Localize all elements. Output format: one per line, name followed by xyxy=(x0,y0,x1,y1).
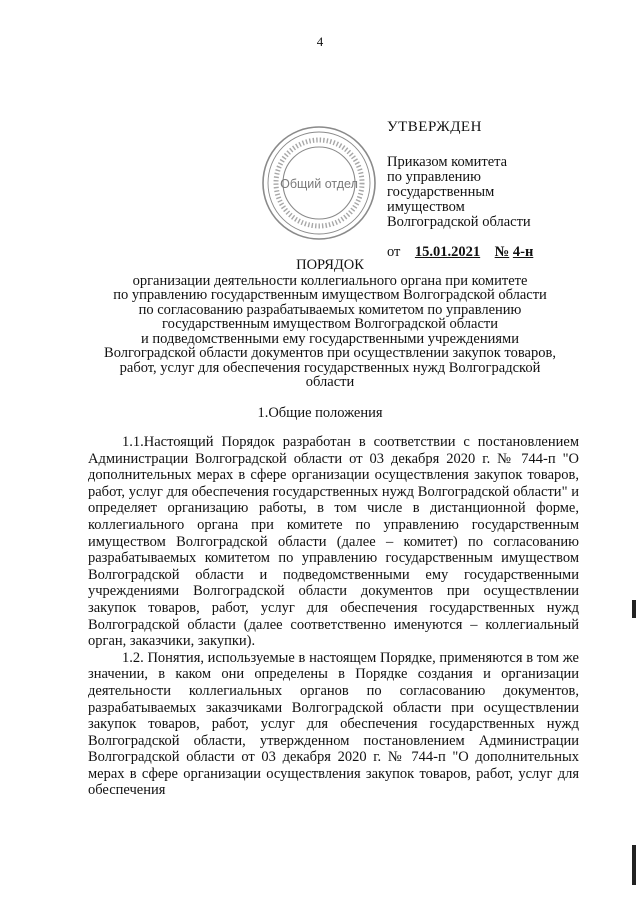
section-heading: 1.Общие положения xyxy=(257,405,383,421)
scan-edge-mark xyxy=(632,600,636,618)
approval-line: имуществом xyxy=(387,199,465,215)
title-line: и подведомственными ему государственными учреждениями xyxy=(141,330,519,347)
stamp-text: Общий отдел xyxy=(280,177,358,191)
title-line: организации деятельности коллегиального органа при комитете xyxy=(132,272,528,289)
title-main: ПОРЯДОК xyxy=(296,257,364,273)
approval-line: государственным xyxy=(387,184,495,200)
document-body xyxy=(88,434,579,799)
title-line: Волгоградской области документов при осуществлении закупок товаров, xyxy=(104,345,556,361)
title-line: государственным имуществом Волгоградской области xyxy=(162,316,498,332)
paragraph-1-1: 1.1.Настоящий Порядок разработан в соответствии с постановлением Администрации Волгоградской области от 03 декабря 2020 г. № 744-п "О дополнительных мерах в сфере организации осуществления закупок товаров, работ, услуг для обеспечения государственных нужд Волгоградской области" и определяет организацию работы, в том числе в дистанционной форме, коллегиального органа при комитете по управлению государственным имуществом Волгоградской области (далее – комитет) по согласованию разрабатываемых комитетом по управлению государственным имуществом Волгоградской области и подведомственными ему государственными учреждениями Волгоградской области документов при осуществлении закупок товаров, работ, услуг для обеспечения государственных нужд Волгоградской области (далее соответственно именуются – коллегиальный орган, заказчики, закупки). xyxy=(88,434,579,650)
approval-line: Волгоградской области xyxy=(387,214,531,230)
approval-line: Приказом комитета xyxy=(387,154,508,170)
approved-title: УТВЕРЖДЕН xyxy=(387,119,482,135)
scan-edge-mark xyxy=(632,845,636,885)
approval-block xyxy=(387,120,533,260)
title-line: области xyxy=(305,374,355,390)
approval-line: по управлению xyxy=(387,169,482,185)
title-line: по согласованию разрабатываемых комитетом по управлению xyxy=(138,301,522,318)
title-line: по управлению государственным имуществом Волгоградской области xyxy=(113,287,547,303)
paragraph-1-2: 1.2. Понятия, используемые в настоящем Порядке, применяются в том же значении, в каком они определены в Порядке создания и организации деятельности коллегиальных органов по согласованию документов, разрабатываемых заказчиками Волгоградской области при осуществлении закупок товаров, работ, услуг для обеспечения государственных нужд Волгоградской области, утвержденном постановлением Администрации Волгоградской области от 03 декабря 2020 г. № 744-п "О дополнительных мерах в сфере организации осуществления закупок товаров, работ, услуг для обеспечения xyxy=(88,649,579,799)
document-title xyxy=(60,258,600,390)
page-number: 4 xyxy=(316,34,324,49)
order-date: 15.01.2021 xyxy=(414,244,481,260)
date-prefix: от xyxy=(387,244,401,260)
order-number-prefix: № xyxy=(494,244,510,260)
official-stamp xyxy=(259,123,379,243)
order-number: 4-н xyxy=(512,244,534,260)
title-line: работ, услуг для обеспечения государственных нужд Волгоградской xyxy=(119,359,541,376)
